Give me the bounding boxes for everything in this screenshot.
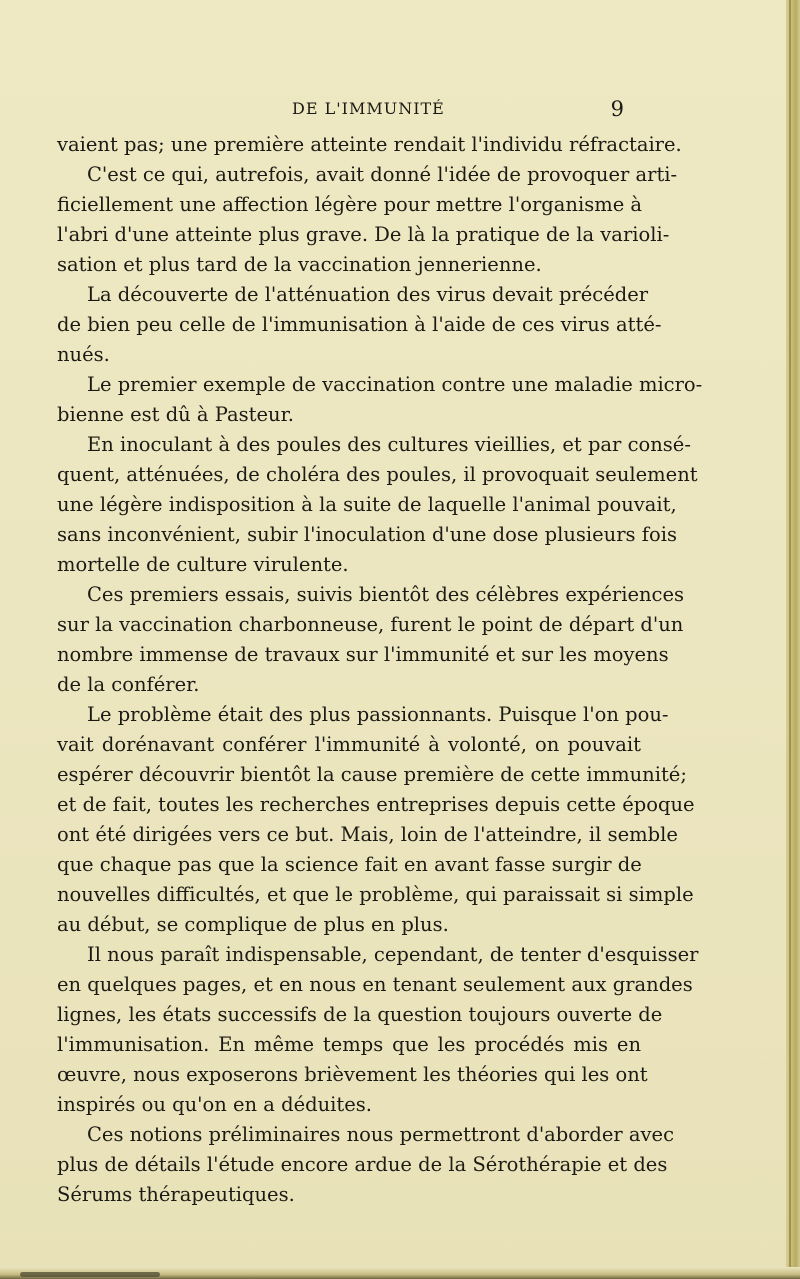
text-line: et de fait, toutes les recherches entreprises depuis cette époque	[57, 793, 695, 816]
text-line: inspirés ou qu'on en a déduites.	[57, 1093, 372, 1116]
page-bottom-shadow	[20, 1272, 160, 1277]
text-line: vaient pas; une première atteinte rendait l'individu réfractaire.	[57, 133, 682, 156]
text-line: Ces premiers essais, suivis bientôt des célèbres expériences	[87, 583, 685, 606]
text-line: mortelle de culture virulente.	[57, 553, 349, 576]
text-line: Ces notions préliminaires nous permettront d'aborder avec	[87, 1123, 674, 1146]
text-line: de bien peu celle de l'immunisation à l'aide de ces virus atté-	[57, 313, 662, 336]
text-line: La découverte de l'atténuation des virus devait précéder	[87, 283, 649, 306]
text-line: nouvelles difficultés, et que le problème, qui paraissait si simple	[57, 883, 694, 906]
running-title: DE L'IMMUNITÉ	[292, 99, 445, 118]
text-line: En inoculant à des poules des cultures vieillies, et par consé-	[87, 433, 691, 456]
text-line: plus de détails l'étude encore ardue de la Sérothérapie et des	[57, 1153, 668, 1176]
text-line: vait dorénavant conférer l'immunité à volonté, on pouvait	[57, 733, 641, 756]
page-edge-line	[789, 0, 791, 1279]
text-line: nués.	[57, 343, 110, 366]
text-line: Sérums thérapeutiques.	[57, 1183, 295, 1206]
text-line: au début, se complique de plus en plus.	[57, 913, 449, 936]
text-line: lignes, les états successifs de la question toujours ouverte de	[57, 1003, 663, 1026]
text-line: nombre immense de travaux sur l'immunité et sur les moyens	[57, 643, 669, 666]
text-line: sation et plus tard de la vaccination jennerienne.	[57, 253, 542, 276]
text-line: espérer découvrir bientôt la cause première de cette immunité;	[57, 763, 687, 786]
running-header	[252, 99, 632, 123]
text-line: Le premier exemple de vaccination contre une maladie micro-	[87, 373, 703, 396]
text-line: ficiellement une affection légère pour mettre l'organisme à	[57, 193, 643, 216]
text-line: quent, atténuées, de choléra des poules, il provoquait seulement	[57, 463, 698, 486]
text-line: ont été dirigées vers ce but. Mais, loin de l'atteindre, il semble	[57, 823, 678, 846]
text-line: que chaque pas que la science fait en avant fasse surgir de	[57, 853, 642, 876]
text-line: sur la vaccination charbonneuse, furent le point de départ d'un	[57, 613, 684, 636]
text-line: l'immunisation. En même temps que les procédés mis en	[57, 1033, 641, 1056]
page-number: 9	[610, 97, 625, 121]
body-text	[57, 130, 703, 1210]
text-line: l'abri d'une atteinte plus grave. De là la pratique de la varioli-	[57, 223, 670, 246]
text-line: sans inconvénient, subir l'inoculation d'une dose plusieurs fois	[57, 523, 677, 546]
text-line: Il nous paraît indispensable, cependant, de tenter d'esquisser	[87, 943, 699, 966]
text-line: C'est ce qui, autrefois, avait donné l'idée de provoquer arti-	[87, 163, 678, 186]
text-line: œuvre, nous exposerons brièvement les théories qui les ont	[57, 1063, 648, 1086]
text-line: bienne est dû à Pasteur.	[57, 403, 294, 426]
text-line: en quelques pages, et en nous en tenant seulement aux grandes	[57, 973, 693, 996]
text-line: une légère indisposition à la suite de laquelle l'animal pouvait,	[57, 493, 677, 516]
text-line: de la conférer.	[57, 673, 200, 696]
text-line: Le problème était des plus passionnants. Puisque l'on pou-	[87, 703, 669, 726]
